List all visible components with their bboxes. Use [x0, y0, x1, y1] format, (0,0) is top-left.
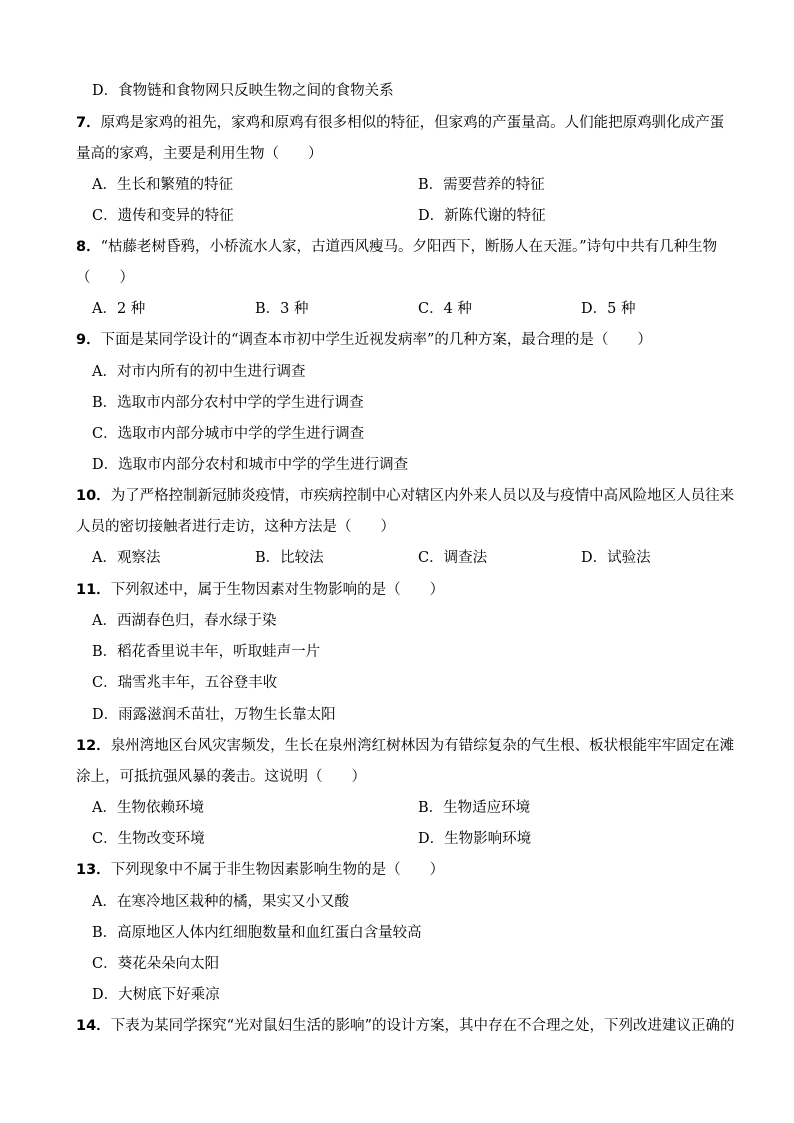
question-9-option-c: C．选取市内部分城市中学的学生进行调查 — [92, 426, 365, 442]
question-11-option-c: C．瑞雪兆丰年，五谷登丰收 — [92, 675, 278, 691]
question-9-option-a: A．对市内所有的初中生进行调查 — [92, 364, 306, 380]
question-13-option-b: B．高原地区人体内红细胞数量和血红蛋白含量较高 — [92, 925, 422, 941]
question-7-line1 — [76, 113, 724, 133]
question-8-option-c: C．4 种 — [418, 301, 472, 317]
question-8-line1 — [76, 237, 717, 257]
question-12-number: 12． — [76, 738, 111, 754]
question-9-option-b: B．选取市内部分农村中学的学生进行调查 — [92, 395, 364, 411]
question-11-option-a: A．西湖春色归，春水绿于染 — [92, 613, 277, 629]
question-12-option-d: D．生物影响环境 — [418, 831, 532, 847]
question-11-number: 11． — [76, 582, 111, 598]
question-13-option-c: C．葵花朵朵向太阳 — [92, 956, 220, 972]
question-11-option-d: D．雨露滋润禾苗壮，万物生长靠太阳 — [92, 707, 336, 723]
question-10-option-a: A．观察法 — [92, 550, 161, 566]
question-10-option-c: C．调查法 — [418, 550, 488, 566]
question-8-stem-line2: （ ） — [76, 270, 134, 286]
question-12-option-c: C．生物改变环境 — [92, 831, 205, 847]
question-8-stem: “枯藤老树昏鸦，小桥流水人家，古道西风瘦马。夕阳西下，断肠人在天涯。”诗句中共有几种生物 — [100, 239, 718, 255]
question-11-line1 — [76, 580, 444, 600]
question-14-stem: 下表为某同学探究“光对鼠妇生活的影响”的设计方案，其中存在不合理之处，下列改进建议正确的 — [110, 1018, 735, 1034]
question-14-number: 14． — [76, 1018, 111, 1034]
question-12-option-a: A．生物依赖环境 — [92, 800, 204, 816]
question-10-line1 — [76, 486, 734, 506]
question-9-option-d: D．选取市内部分农村和城市中学的学生进行调查 — [92, 457, 409, 473]
question-8-option-a: A．2 种 — [92, 301, 146, 317]
question-7-option-a: A．生长和繁殖的特征 — [92, 177, 233, 193]
question-12-line1 — [76, 736, 734, 756]
question-13-line1 — [76, 860, 444, 880]
question-7-option-c: C．遗传和变异的特征 — [92, 208, 234, 224]
question-7-number: 7． — [76, 115, 101, 131]
question-8-option-d: D．5 种 — [581, 301, 636, 317]
question-7-stem: 原鸡是家鸡的祖先，家鸡和原鸡有很多相似的特征，但家鸡的产蛋量高。人们能把原鸡驯化成产蛋 — [100, 115, 725, 131]
question-14-line1 — [76, 1016, 735, 1036]
question-10-option-d: D．试验法 — [581, 550, 651, 566]
question-11-stem: 下列叙述中，属于生物因素对生物影响的是（ ） — [110, 582, 445, 598]
question-10-option-b: B．比较法 — [255, 550, 324, 566]
question-12-stem-line2: 涂上，可抵抗强风暴的袭击。这说明（ ） — [76, 769, 366, 785]
question-11-option-b: B．稻花香里说丰年，听取蛙声一片 — [92, 644, 321, 660]
question-12-stem: 泉州湾地区台风灾害频发，生长在泉州湾红树林因为有错综复杂的气生根、板状根能牢牢固定在滩 — [110, 738, 735, 754]
question-8-option-b: B．3 种 — [255, 301, 309, 317]
question-13-option-d: D．大树底下好乘凉 — [92, 987, 220, 1003]
question-9-number: 9． — [76, 332, 101, 348]
question-8-number: 8． — [76, 239, 101, 255]
question-10-stem: 为了严格控制新冠肺炎疫情，市疾病控制中心对辖区内外来人员以及与疫情中高风险地区人员往来 — [110, 488, 735, 504]
question-9-line1 — [76, 330, 652, 350]
question-12-option-b: B．生物适应环境 — [418, 800, 531, 816]
q6-option-d: D．食物链和食物网只反映生物之间的食物关系 — [92, 83, 394, 99]
question-7-stem-line2: 量高的家鸡，主要是利用生物（ ） — [76, 146, 323, 162]
question-7-option-d: D．新陈代谢的特征 — [418, 208, 546, 224]
question-10-number: 10． — [76, 488, 111, 504]
question-13-stem: 下列现象中不属于非生物因素影响生物的是（ ） — [110, 862, 445, 878]
question-7-option-b: B．需要营养的特征 — [418, 177, 545, 193]
question-9-stem: 下面是某同学设计的“调查本市初中学生近视发病率”的几种方案，最合理的是（ ） — [100, 332, 652, 348]
question-13-number: 13． — [76, 862, 111, 878]
question-13-option-a: A．在寒冷地区栽种的橘，果实又小又酸 — [92, 894, 349, 910]
question-10-stem-line2: 人员的密切接触者进行走访，这种方法是（ ） — [76, 519, 395, 535]
